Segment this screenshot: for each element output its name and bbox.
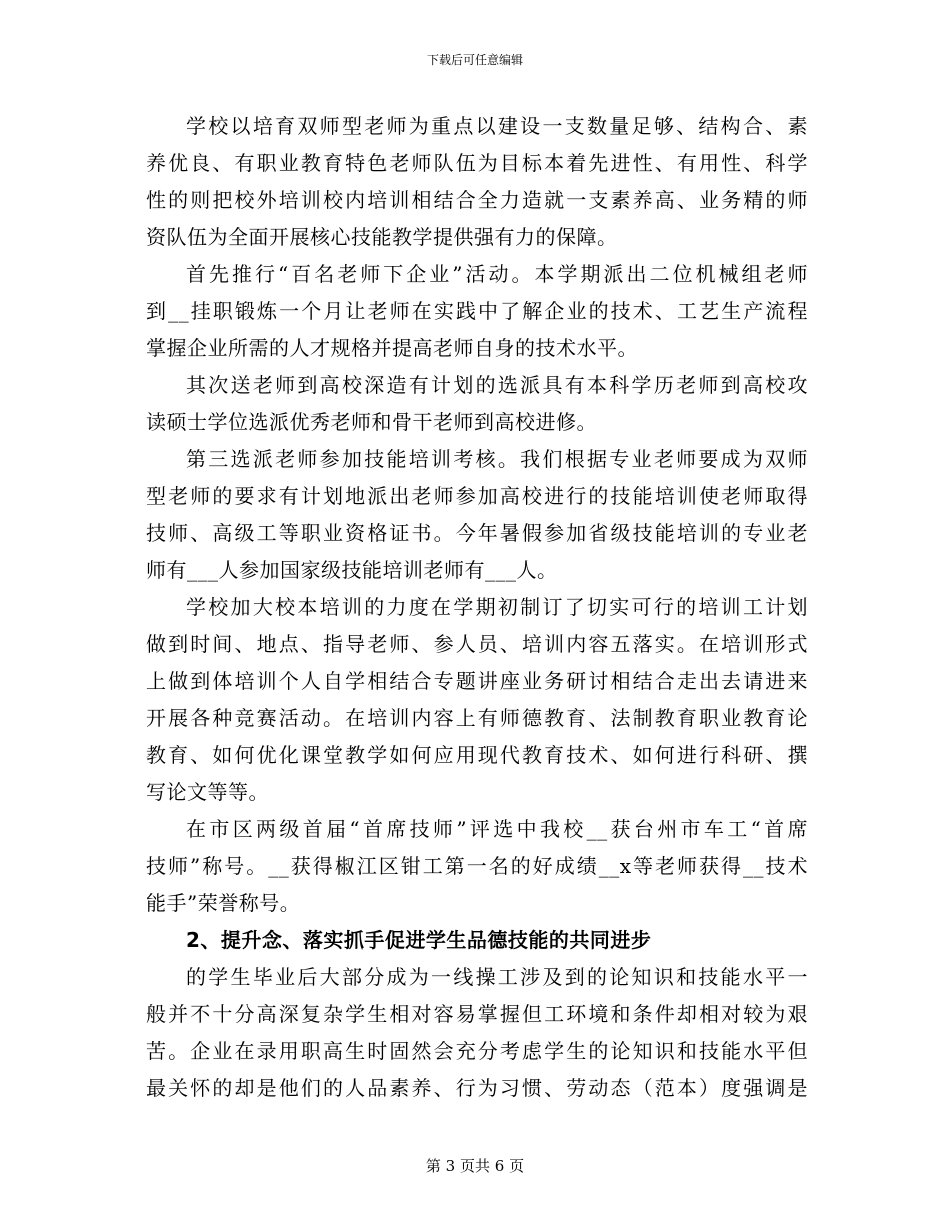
text-line: 技师、高级工等职业资格证书。今年暑假参加省级技能培训的专业老 xyxy=(146,521,808,545)
paragraph xyxy=(146,108,808,256)
text-line: 做到时间、地点、指导老师、参人员、培训内容五落实。在培训形式 xyxy=(146,632,808,656)
text-line: 首先推行“百名老师下企业”活动。本学期派出二位机械组老师 xyxy=(186,262,808,286)
paragraph xyxy=(146,256,808,367)
text-line: 掌握企业所需的人才规格并提高老师自身的技术水平。 xyxy=(146,336,638,360)
text-line: 的学生毕业后大部分成为一线操工涉及到的论知识和技能水平一 xyxy=(186,965,808,989)
page-header: 下载后可任意编辑 xyxy=(426,53,523,67)
paragraph xyxy=(146,441,808,589)
text-line: 苦。企业在录用职高生时固然会充分考虑学生的论知识和技能水平但 xyxy=(146,1039,808,1063)
text-line: 上做到体培训个人自学相结合专题讲座业务研讨相结合走出去请进来 xyxy=(146,669,808,693)
section-heading xyxy=(146,922,808,959)
text-line: 性的则把校外培训校内培训相结合全力造就一支素养高、业务精的师 xyxy=(146,188,808,212)
text-line: 养优良、有职业教育特色老师队伍为目标本着先进性、有用性、科学 xyxy=(146,151,808,175)
text-line: 其次送老师到高校深造有计划的选派具有本科学历老师到高校攻 xyxy=(186,373,808,397)
text-line: 学校以培育双师型老师为重点以建设一支数量足够、结构合、素 xyxy=(186,114,808,138)
text-line: 般并不十分高深复杂学生相对容易掌握但工环境和条件却相对较为艰 xyxy=(146,1002,808,1026)
text-line: 在市区两级首届“首席技师”评选中我校__获台州市车工“首席 xyxy=(186,817,808,841)
text-line: 第三选派老师参加技能培训考核。我们根据专业老师要成为双师 xyxy=(186,447,808,471)
text-line: 学校加大校本培训的力度在学期初制订了切实可行的培训工计划 xyxy=(186,595,808,619)
text-line: 资队伍为全面开展核心技能教学提供强有力的保障。 xyxy=(146,225,618,249)
text-line: 型老师的要求有计划地派出老师参加高校进行的技能培训使老师取得 xyxy=(146,484,808,508)
text-line: 能手”荣誉称号。 xyxy=(146,891,301,915)
text-line: 开展各种竞赛活动。在培训内容上有师德教育、法制教育职业教育论 xyxy=(146,706,808,730)
text-line: 到__挂职锻炼一个月让老师在实践中了解企业的技术、工艺生产流程 xyxy=(146,299,808,323)
text-line: 读硕士学位选派优秀老师和骨干老师到高校进修。 xyxy=(146,410,597,434)
paragraph xyxy=(146,811,808,922)
paragraph xyxy=(146,589,808,811)
paragraph xyxy=(146,959,808,1107)
text-line: 师有___人参加国家级技能培训老师有___人。 xyxy=(146,558,558,582)
document-body xyxy=(146,108,808,1107)
page-footer: 第 3 页共 6 页 xyxy=(425,1157,525,1175)
text-line: 技师”称号。__获得椒江区钳工第一名的好成绩__x等老师获得__技术 xyxy=(146,854,808,878)
heading-line: 2、提升念、落实抓手促进学生品德技能的共同进步 xyxy=(186,928,652,952)
text-line: 写论文等等。 xyxy=(146,780,269,804)
paragraph xyxy=(146,367,808,441)
text-line: 教育、如何优化课堂教学如何应用现代教育技术、如何进行科研、撰 xyxy=(146,743,808,767)
text-line: 最关怀的却是他们的人品素养、行为习惯、劳动态（范本）度强调是 xyxy=(146,1076,808,1100)
